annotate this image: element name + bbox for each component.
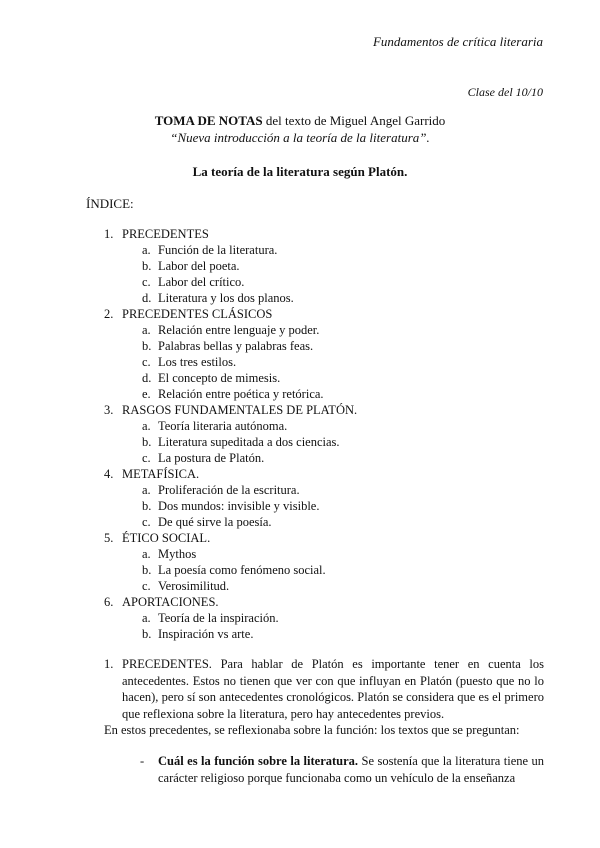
toc-subitem-letter: a. [142, 611, 151, 625]
toc-subitem-letter: c. [142, 579, 151, 593]
toc-section-label: ÉTICO SOCIAL. [122, 531, 211, 545]
toc-section [0, 402, 600, 418]
toc-subitem [0, 242, 600, 258]
toc-subitem-label: Función de la literatura. [158, 243, 278, 257]
toc-subitem [0, 290, 600, 306]
toc-subitem [0, 626, 600, 642]
toc-section-number: 5. [104, 531, 114, 545]
index-label: ÍNDICE: [86, 196, 134, 211]
toc-section-label: PRECEDENTES CLÁSICOS [122, 307, 273, 321]
toc-subitem-label: Dos mundos: invisible y visible. [158, 499, 320, 513]
toc-subitem-letter: a. [142, 419, 151, 433]
section-number: 1. [104, 657, 114, 671]
section-1 [104, 656, 544, 739]
toc-subitem-letter: c. [142, 275, 151, 289]
toc-subitem-label: Labor del crítico. [158, 275, 245, 289]
course-header: Fundamentos de crítica literaria [372, 34, 543, 49]
toc-subitem-label: Literatura supeditada a dos ciencias. [158, 435, 340, 449]
toc-subitem-letter: a. [142, 323, 151, 337]
toc-section [0, 530, 600, 546]
toc-subitem-label: De qué sirve la poesía. [158, 515, 272, 529]
toc-section-label: RASGOS FUNDAMENTALES DE PLATÓN. [122, 403, 358, 417]
toc-subitem-letter: c. [142, 355, 151, 369]
toc-subitem-label: El concepto de mimesis. [158, 371, 281, 385]
notes-label-rest: del texto de Miguel Angel Garrido [262, 113, 446, 128]
toc-section [0, 306, 600, 322]
toc-subitem-letter: c. [142, 451, 151, 465]
bullet-bold: Cuál es la función sobre la literatura. [158, 754, 359, 768]
toc-subitem-letter: d. [142, 371, 152, 385]
toc-subitem-label: Relación entre poética y retórica. [158, 387, 324, 401]
toc-subitem-letter: e. [142, 387, 151, 401]
toc-subitem [0, 578, 600, 594]
table-of-contents [0, 226, 600, 642]
toc-section-number: 1. [104, 227, 114, 241]
toc-subitem [0, 258, 600, 274]
toc-subitem [0, 370, 600, 386]
toc-subitem [0, 322, 600, 338]
toc-subitem-letter: b. [142, 627, 152, 641]
toc-subitem [0, 562, 600, 578]
toc-subitem-label: Los tres estilos. [158, 355, 237, 369]
toc-subitem-letter: c. [142, 515, 151, 529]
toc-subitem [0, 610, 600, 626]
class-date: Clase del 10/10 [467, 85, 543, 99]
toc-subitem-letter: a. [142, 483, 151, 497]
toc-subitem-label: Literatura y los dos planos. [158, 291, 294, 305]
toc-subitem-label: Teoría de la inspiración. [158, 611, 279, 625]
toc-subitem-label: Relación entre lenguaje y poder. [158, 323, 320, 337]
toc-subitem-letter: b. [142, 499, 152, 513]
toc-section [0, 594, 600, 610]
bullet-item [140, 753, 544, 786]
toc-subitem [0, 274, 600, 290]
toc-subitem-label: Inspiración vs arte. [158, 627, 254, 641]
toc-subitem-letter: a. [142, 547, 151, 561]
toc-subitem [0, 450, 600, 466]
toc-section-label: METAFÍSICA. [122, 467, 200, 481]
toc-subitem-letter: b. [142, 259, 152, 273]
toc-subitem-letter: b. [142, 563, 152, 577]
toc-subitem [0, 546, 600, 562]
toc-subitem [0, 434, 600, 450]
toc-subitem-letter: b. [142, 435, 152, 449]
section-paragraph: PRECEDENTES. Para hablar de Platón es importante tener en cuenta los antecedentes. Estos no tienen que ver con que influyan en Platón (puesto que no lo hacen), pero sí son antecedentes cronológicos. Platón se considera que es el primero que reflexiona sobre la literatura, pero hay antecedentes previos. [122, 657, 544, 721]
bullet-text: Se sostenía que la literatura tiene un carácter religioso porque funcionaba como un vehículo de la enseñanza [158, 754, 545, 785]
toc-subitem-letter: d. [142, 291, 152, 305]
toc-section [0, 226, 600, 242]
toc-subitem [0, 514, 600, 530]
toc-subitem-label: Mythos [158, 547, 197, 561]
toc-section-number: 6. [104, 595, 114, 609]
toc-section-number: 3. [104, 403, 114, 417]
notes-heading [0, 113, 600, 129]
section-second-line: En estos precedentes, se reflexionaba sobre la función: los textos que se preguntan: [104, 723, 520, 737]
toc-subitem-label: Verosimilitud. [158, 579, 230, 593]
page-title: La teoría de la literatura según Platón. [192, 164, 408, 179]
toc-section-number: 4. [104, 467, 114, 481]
toc-section-label: APORTACIONES. [122, 595, 219, 609]
toc-subitem-label: Proliferación de la escritura. [158, 483, 300, 497]
notes-bold-label: TOMA DE NOTAS [154, 113, 263, 128]
toc-subitem [0, 498, 600, 514]
toc-subitem-label: Palabras bellas y palabras feas. [158, 339, 314, 353]
toc-subitem [0, 482, 600, 498]
toc-subitem-label: La postura de Platón. [158, 451, 265, 465]
toc-section [0, 466, 600, 482]
toc-subitem-label: Teoría literaria autónoma. [158, 419, 288, 433]
toc-subitem-letter: a. [142, 243, 151, 257]
bullet-dash: - [140, 754, 145, 768]
toc-subitem [0, 386, 600, 402]
toc-subitem-letter: b. [142, 339, 152, 353]
toc-subitem [0, 354, 600, 370]
toc-section-number: 2. [104, 307, 114, 321]
toc-section-label: PRECEDENTES [122, 227, 209, 241]
toc-subitem [0, 418, 600, 434]
toc-subitem [0, 338, 600, 354]
toc-subitem-label: La poesía como fenómeno social. [158, 563, 326, 577]
toc-subitem-label: Labor del poeta. [158, 259, 240, 273]
book-title: “Nueva introducción a la teoría de la literatura”. [170, 130, 430, 145]
